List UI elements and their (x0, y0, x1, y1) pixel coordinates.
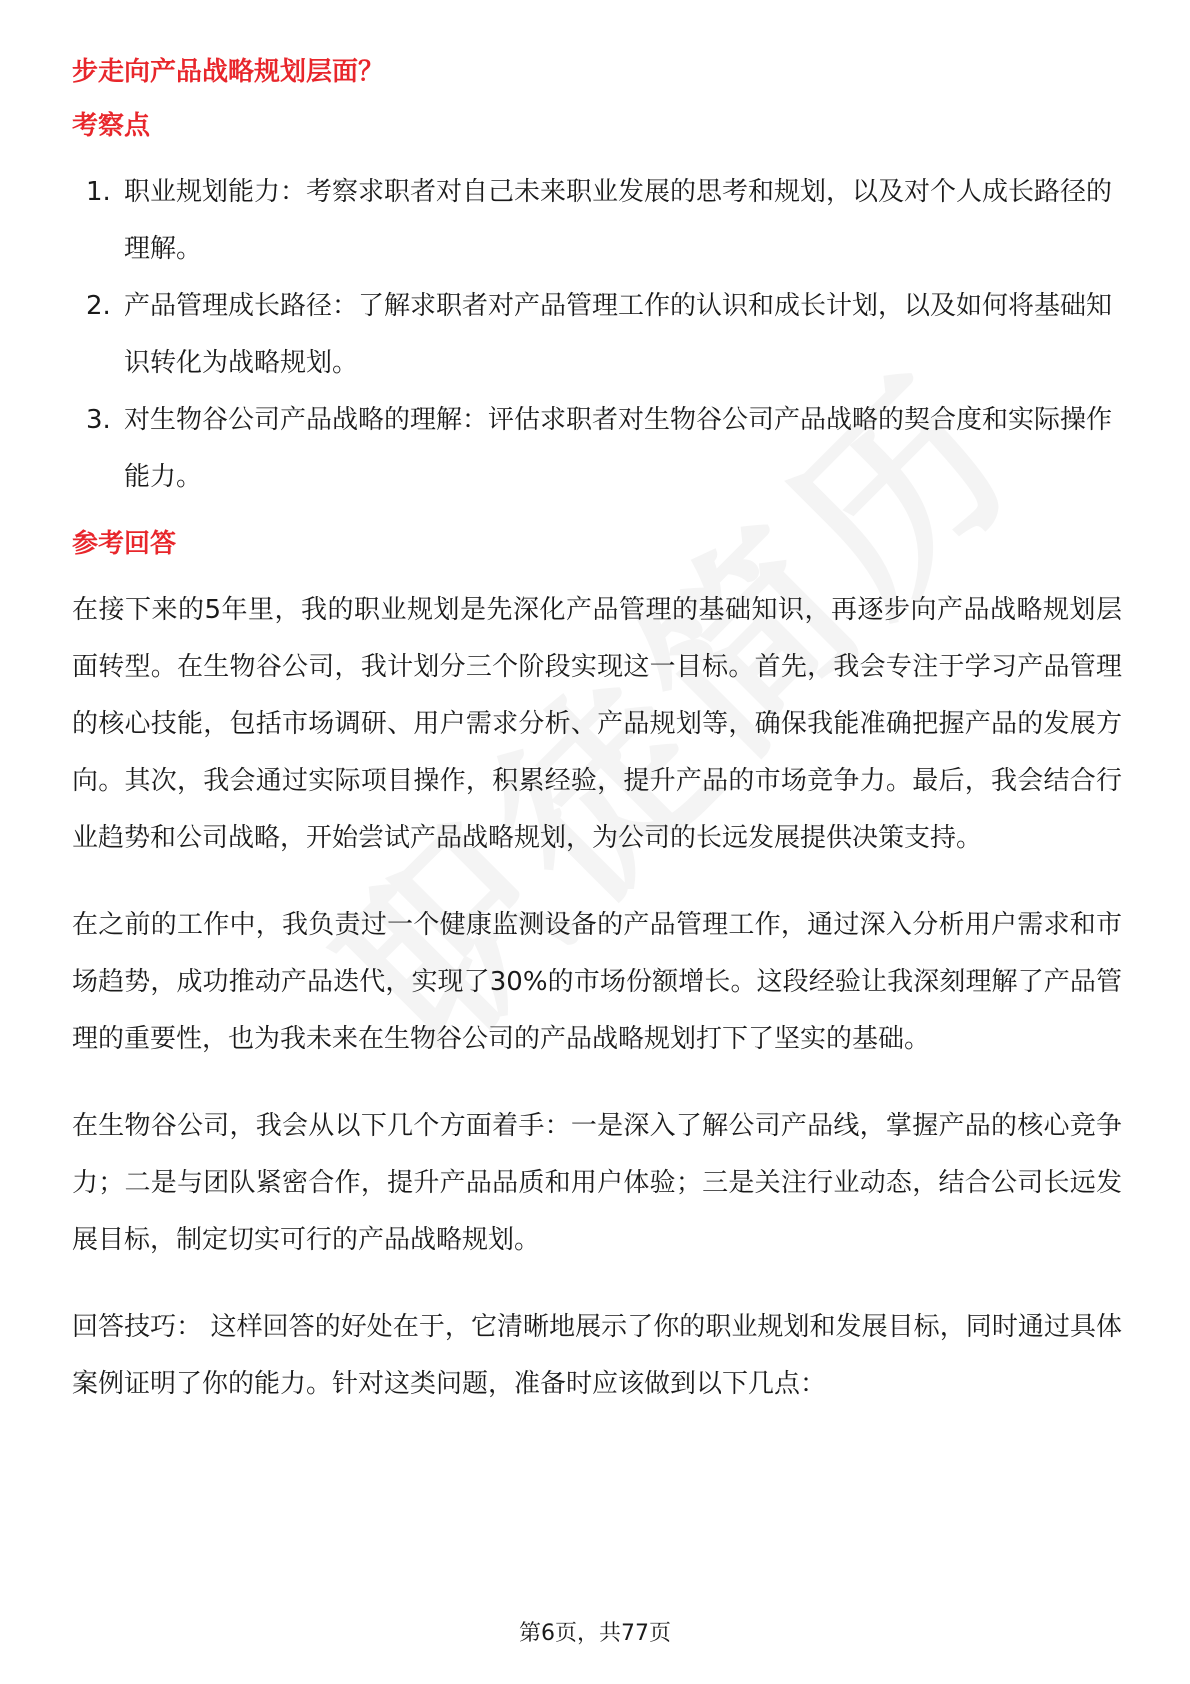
assessment-item-text: 职业规划能力：考察求职者对自己未来职业发展的思考和规划，以及对个人成长路径的理解。 (124, 177, 1113, 264)
page-content (72, 42, 1122, 1443)
assessment-heading: 考察点 (72, 111, 151, 141)
assessment-list (72, 164, 1122, 506)
assessment-item-text: 产品管理成长路径：了解求职者对产品管理工作的认识和成长计划，以及如何将基础知识转化为战略规划。 (124, 291, 1113, 378)
assessment-item-text: 对生物谷公司产品战略的理解：评估求职者对生物谷公司产品战略的契合度和实际操作能力。 (124, 405, 1113, 492)
answer-paragraph: 在生物谷公司，我会从以下几个方面着手：一是深入了解公司产品线，掌握产品的核心竞争力；二是与团队紧密合作，提升产品品质和用户体验；三是关注行业动态，结合公司长远发展目标，制定切实可行的产品战略规划。 (72, 1111, 1122, 1255)
assessment-item (72, 392, 1122, 506)
answer-tips-paragraph: 回答技巧： 这样回答的好处在于，它清晰地展示了你的职业规划和发展目标，同时通过具体案例证明了你的能力。针对这类问题，准备时应该做到以下几点： (72, 1312, 1122, 1399)
assessment-item (72, 164, 1122, 278)
assessment-item-number: 1. (86, 177, 111, 207)
answer-paragraph: 在之前的工作中，我负责过一个健康监测设备的产品管理工作，通过深入分析用户需求和市场趋势，成功推动产品迭代，实现了30%的市场份额增长。这段经验让我深刻理解了产品管理的重要性，也为我未来在生物谷公司的产品战略规划打下了坚实的基础。 (72, 910, 1122, 1054)
assessment-item-number: 3. (86, 405, 111, 435)
page-number-footer: 第6页，共77页 (519, 1621, 671, 1646)
assessment-item-number: 2. (86, 291, 111, 321)
answer-paragraph: 在接下来的5年里，我的职业规划是先深化产品管理的基础知识，再逐步向产品战略规划层面转型。在生物谷公司，我计划分三个阶段实现这一目标。首先，我会专注于学习产品管理的核心技能，包括市场调研、用户需求分析、产品规划等，确保我能准确把握产品的发展方向。其次，我会通过实际项目操作，积累经验，提升产品的市场竞争力。最后，我会结合行业趋势和公司战略，开始尝试产品战略规划，为公司的长远发展提供决策支持。 (72, 595, 1122, 853)
reference-answer-heading: 参考回答 (72, 529, 177, 559)
assessment-item (72, 278, 1122, 392)
question-continuation: 步走向产品战略规划层面？ (72, 57, 385, 87)
